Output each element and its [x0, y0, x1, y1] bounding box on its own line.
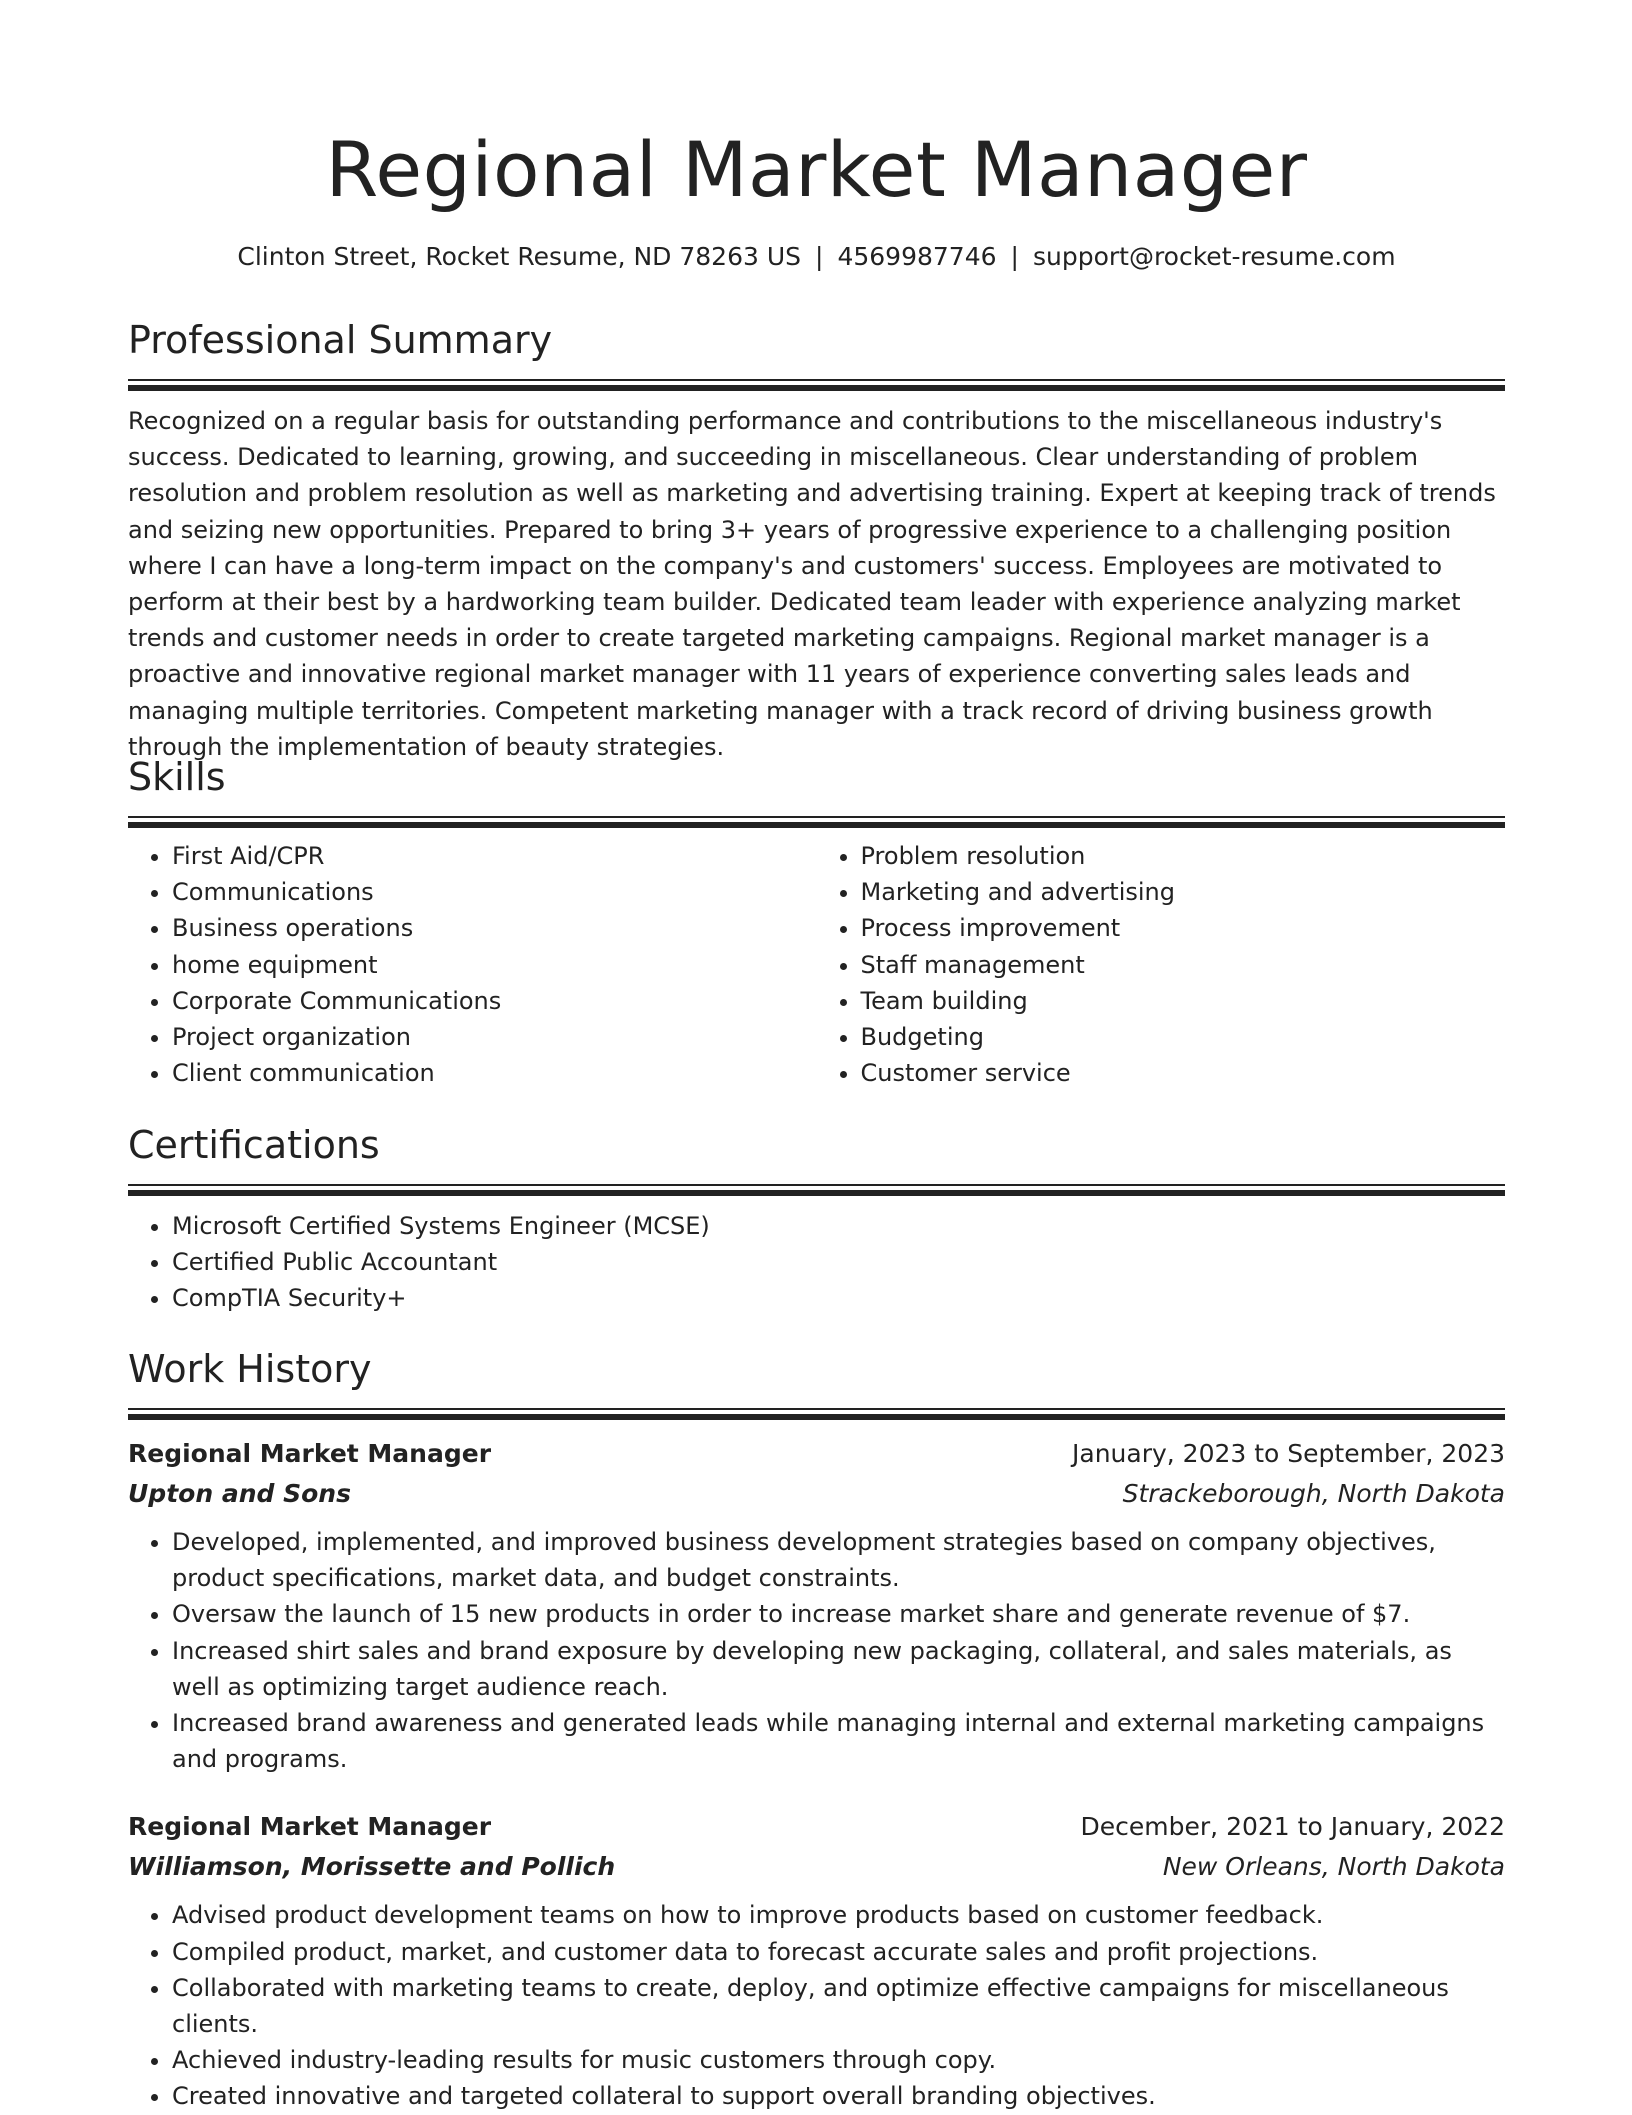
skill-item: • Project organization [172, 1019, 817, 1055]
skill-item: • First Aid/CPR [172, 838, 817, 874]
job-bullets [128, 1897, 1505, 2114]
certification-item: • CompTIA Security+ [172, 1280, 1505, 1316]
job-company-row [128, 1474, 1505, 1514]
summary-heading: Professional Summary [128, 318, 553, 362]
work-history-section [128, 1344, 1505, 2115]
job-entry [128, 1807, 1505, 2114]
job-header-row [128, 1807, 1505, 1847]
skill-item: • Marketing and advertising [861, 874, 1506, 910]
contact-separator: | [815, 242, 824, 271]
job-bullet: • Developed, implemented, and improved business development strategies based on company objectives, product specifications, market data, and budget constraints. [172, 1524, 1505, 1596]
certifications-heading: Certifications [128, 1123, 380, 1167]
skills-grid [128, 838, 1505, 1091]
skill-item: • Team building [861, 983, 1506, 1019]
skill-item: • Customer service [861, 1055, 1506, 1091]
job-bullet: • Compiled product, market, and customer data to forecast accurate sales and profit projections. [172, 1934, 1505, 1970]
job-entry [128, 1434, 1505, 1777]
job-company: Williamson, Morissette and Pollich [128, 1852, 616, 1882]
summary-section [128, 315, 1505, 765]
contact-line [128, 240, 1505, 274]
job-company: Upton and Sons [128, 1479, 351, 1508]
job-dates: January, 2023 to September, 2023 [1072, 1439, 1505, 1468]
section-divider [128, 816, 1505, 828]
job-bullet: • Created innovative and targeted collateral to support overall branding objectives. [172, 2078, 1505, 2114]
skill-item: • Problem resolution [861, 838, 1506, 874]
certification-item: • Microsoft Certified Systems Engineer (MCSE) [172, 1208, 1505, 1244]
section-divider [128, 379, 1505, 391]
section-divider [128, 1184, 1505, 1196]
certifications-list [128, 1208, 1505, 1317]
job-bullets [128, 1524, 1505, 1777]
job-bullet: • Increased shirt sales and brand exposure by developing new packaging, collateral, and sales materials, as well as optimizing target audience reach. [172, 1633, 1505, 1705]
contact-phone: 4569987746 [837, 242, 997, 271]
job-bullet: • Oversaw the launch of 15 new products in order to increase market share and generate revenue of $7. [172, 1596, 1505, 1632]
job-bullet: • Collaborated with marketing teams to create, deploy, and optimize effective campaigns for miscellaneous clients. [172, 1970, 1505, 2042]
job-dates: December, 2021 to January, 2022 [1080, 1812, 1505, 1842]
contact-address: Clinton Street, Rocket Resume, ND 78263 US [237, 242, 802, 271]
skill-item: • Communications [172, 874, 817, 910]
skill-item: • Business operations [172, 910, 817, 946]
work-history-heading: Work History [128, 1347, 372, 1391]
skills-list-left [128, 838, 817, 1091]
contact-separator: | [1010, 242, 1019, 271]
job-title: Regional Market Manager [128, 1439, 492, 1468]
resume-name: Regional Market Manager [325, 125, 1308, 214]
skill-item: • Client communication [172, 1055, 817, 1091]
skill-item: • Corporate Communications [172, 983, 817, 1019]
skill-item: • Process improvement [861, 910, 1506, 946]
summary-text: Recognized on a regular basis for outstanding performance and contributions to the miscellaneous industry's success. Dedicated to learning, growing, and succeeding in miscellaneous. Clear understanding of problem resolution and problem resolution as well as marketing and advertising training. Expert at keeping track of trends and seizing new opportunities. Prepared to bring 3+ years of progressive experience to a challenging position where I can have a long-term impact on the company's and customers' success. Employees are motivated to perform at their best by a hardworking team builder. Dedicated team leader with experience analyzing market trends and customer needs in order to create targeted marketing campaigns. Regional market manager is a proactive and innovative regional market manager with 11 years of experience converting sales leads and managing multiple territories. Competent marketing manager with a track record of driving business growth through the implementation of beauty strategies. [128, 407, 1496, 761]
skills-heading: Skills [128, 755, 226, 799]
contact-email: support@rocket-resume.com [1032, 242, 1396, 271]
job-header-row [128, 1434, 1505, 1474]
skill-item: • Budgeting [861, 1019, 1506, 1055]
certification-item: • Certified Public Accountant [172, 1244, 1505, 1280]
job-title: Regional Market Manager [128, 1812, 492, 1842]
certifications-section [128, 1120, 1505, 1317]
skill-item: • home equipment [172, 947, 817, 983]
job-location: Strackeborough, North Dakota [1122, 1479, 1505, 1508]
job-bullet: • Achieved industry-leading results for music customers through copy. [172, 2042, 1505, 2078]
job-bullet: • Advised product development teams on how to improve products based on customer feedback. [172, 1897, 1505, 1933]
job-bullet: • Increased brand awareness and generated leads while managing internal and external marketing campaigns and programs. [172, 1705, 1505, 1777]
skill-item: • Staff management [861, 947, 1506, 983]
skills-list-right [817, 838, 1506, 1091]
skills-section [128, 752, 1505, 1091]
job-location: New Orleans, North Dakota [1162, 1852, 1505, 1882]
job-company-row [128, 1847, 1505, 1887]
section-divider [128, 1408, 1505, 1420]
